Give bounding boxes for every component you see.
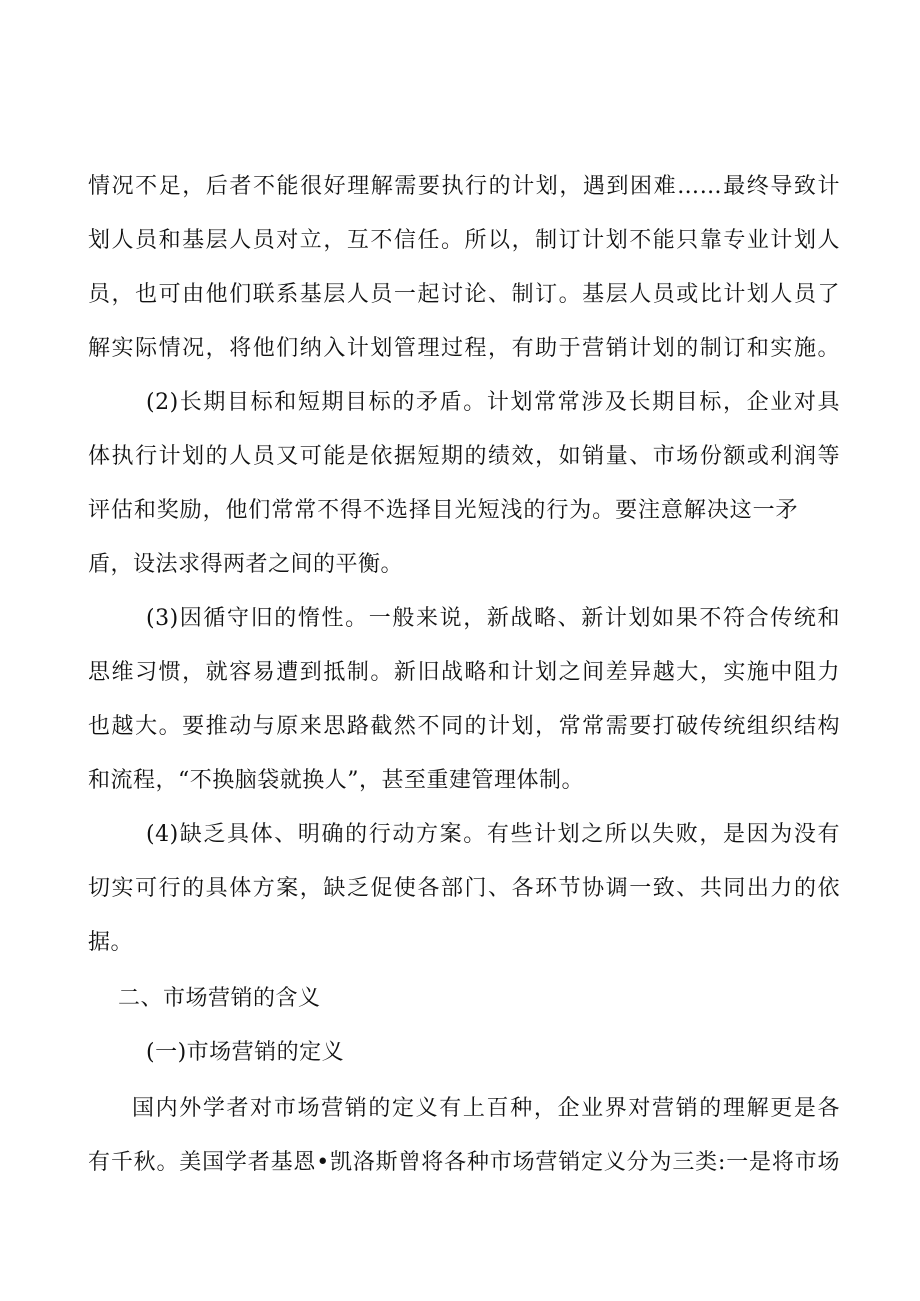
paragraph-3-line-1: (3)因循守旧的惰性。一般来说，新战略、新计划如果不符合传统和 [146,606,840,631]
section-heading: 二、市场营销的含义 [118,986,321,1011]
paragraph-1-line-2: 划人员和基层人员对立，互不信任。所以，制订计划不能只靠专业计划人 [88,228,840,253]
paragraph-3-line-4: 和流程，“不换脑袋就换人”，甚至重建管理体制。 [88,768,584,793]
paragraph-2-line-2: 体执行计划的人员又可能是依据短期的绩效，如销量、市场份额或利润等 [88,444,840,469]
paragraph-1-line-3: 员，也可由他们联系基层人员一起讨论、制订。基层人员或比计划人员了 [88,282,840,307]
paragraph-2-line-4: 盾，设法求得两者之间的平衡。 [88,552,404,577]
paragraph-4-line-2: 切实可行的具体方案，缺乏促使各部门、各环节协调一致、共同出力的依 [88,876,840,901]
paragraph-3-line-3: 也越大。要推动与原来思路截然不同的计划，常常需要打破传统组织结构 [88,714,840,739]
paragraph-2-line-3: 评估和奖励，他们常常不得不选择目光短浅的行为。要注意解决这一矛 [88,498,798,523]
paragraph-4-line-3: 据。 [88,930,134,955]
paragraph-4-line-1: (4)缺乏具体、明确的行动方案。有些计划之所以失败，是因为没有 [146,822,840,847]
paragraph-2-line-1: (2)长期目标和短期目标的矛盾。计划常常涉及长期目标，企业对具 [146,390,840,415]
final-paragraph-line-1: 国内外学者对市场营销的定义有上百种，企业界对营销的理解更是各 [132,1096,840,1121]
paragraph-3-line-2: 思维习惯，就容易遭到抵制。新旧战略和计划之间差异越大，实施中阻力 [88,660,840,685]
final-paragraph-line-2: 有千秋。美国学者基恩•凯洛斯曾将各种市场营销定义分为三类:一是将市场 [88,1150,840,1175]
paragraph-1-line-4: 解实际情况，将他们纳入计划管理过程，有助于营销计划的制订和实施。 [88,336,840,361]
subsection-heading: (一)市场营销的定义 [146,1040,345,1065]
paragraph-1-line-1: 情况不足，后者不能很好理解需要执行的计划，遇到困难……最终导致计 [88,174,840,199]
